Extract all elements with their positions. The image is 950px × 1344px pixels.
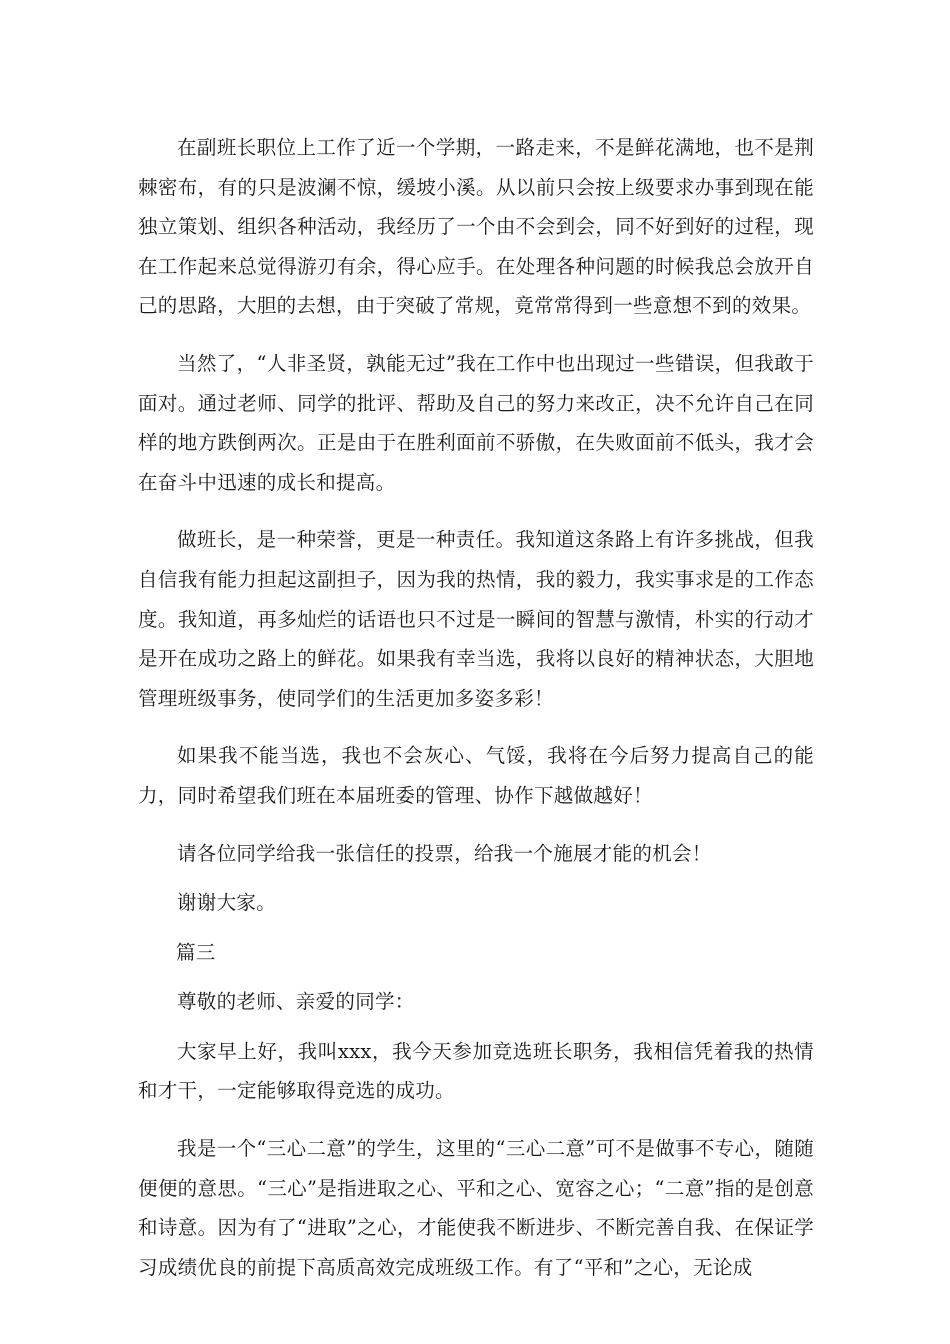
section-heading: 篇三 xyxy=(176,940,216,964)
document-body xyxy=(138,128,814,1305)
paragraph-greeting: 尊敬的老师、亲爱的同学： xyxy=(177,990,415,1014)
paragraph-vote-request: 请各位同学给我一张信任的投票，给我一个施展才能的机会！ xyxy=(177,841,712,865)
paragraph-monitor-responsibility: 做班长，是一种荣誉，更是一种责任。我知道这条路上有许多挑战，但我自信我有能力担起这副担子，因为我的热情，我的毅力，我实事求是的工作态度。我知道，再多灿烂的话语也只不过是一瞬间的智慧与激情，朴实的行动才是开在成功之路上的鲜花。如果我有幸当选，我将以良好的精神状态，大胆地管理班级事务，使同学们的生活更加多姿多彩！ xyxy=(138,528,814,710)
paragraph-three-hearts: 我是一个“三心二意”的学生，这里的“三心二意”可不是做事不专心，随随便便的意思。“三心”是指进取之心、平和之心、宽容之心；“二意”指的是创意和诗意。因为有了“进取”之心，才能使我不断进步、不断完善自我、在保证学习成绩优良的前提下高质高效完成班级工作。有了“平和”之心，无论成 xyxy=(138,1137,814,1279)
paragraph-introduction: 大家早上好，我叫xxx，我今天参加竞选班长职务，我相信凭着我的热情和才干，一定能够取得竞选的成功。 xyxy=(138,1039,814,1103)
paragraph-vice-monitor-experience: 在副班长职位上工作了近一个学期，一路走来，不是鲜花满地，也不是荆棘密布，有的只是波澜不惊，缓坡小溪。从以前只会按上级要求办事到现在能独立策划、组织各种活动，我经历了一个由不会到会，同不好到好的过程，现在工作起来总觉得游刃有余，得心应手。在处理各种问题的时候我总会放开自己的思路，大胆的去想，由于突破了常规，竟常常得到一些意想不到的效果。 xyxy=(138,136,814,318)
paragraph-if-not-elected: 如果我不能当选，我也不会灰心、气馁，我将在今后努力提高自己的能力，同时希望我们班在本届班委的管理、协作下越做越好！ xyxy=(138,744,814,807)
paragraph-thanks: 谢谢大家。 xyxy=(177,891,277,915)
paragraph-facing-mistakes: 当然了，“人非圣贤，孰能无过”我在工作中也出现过一些错误，但我敢于面对。通过老师、同学的批评、帮助及自己的努力来改正，决不允许自己在同样的地方跌倒两次。正是由于在胜利面前不骄傲，在失败面前不低头，我才会在奋斗中迅速的成长和提高。 xyxy=(138,351,814,494)
